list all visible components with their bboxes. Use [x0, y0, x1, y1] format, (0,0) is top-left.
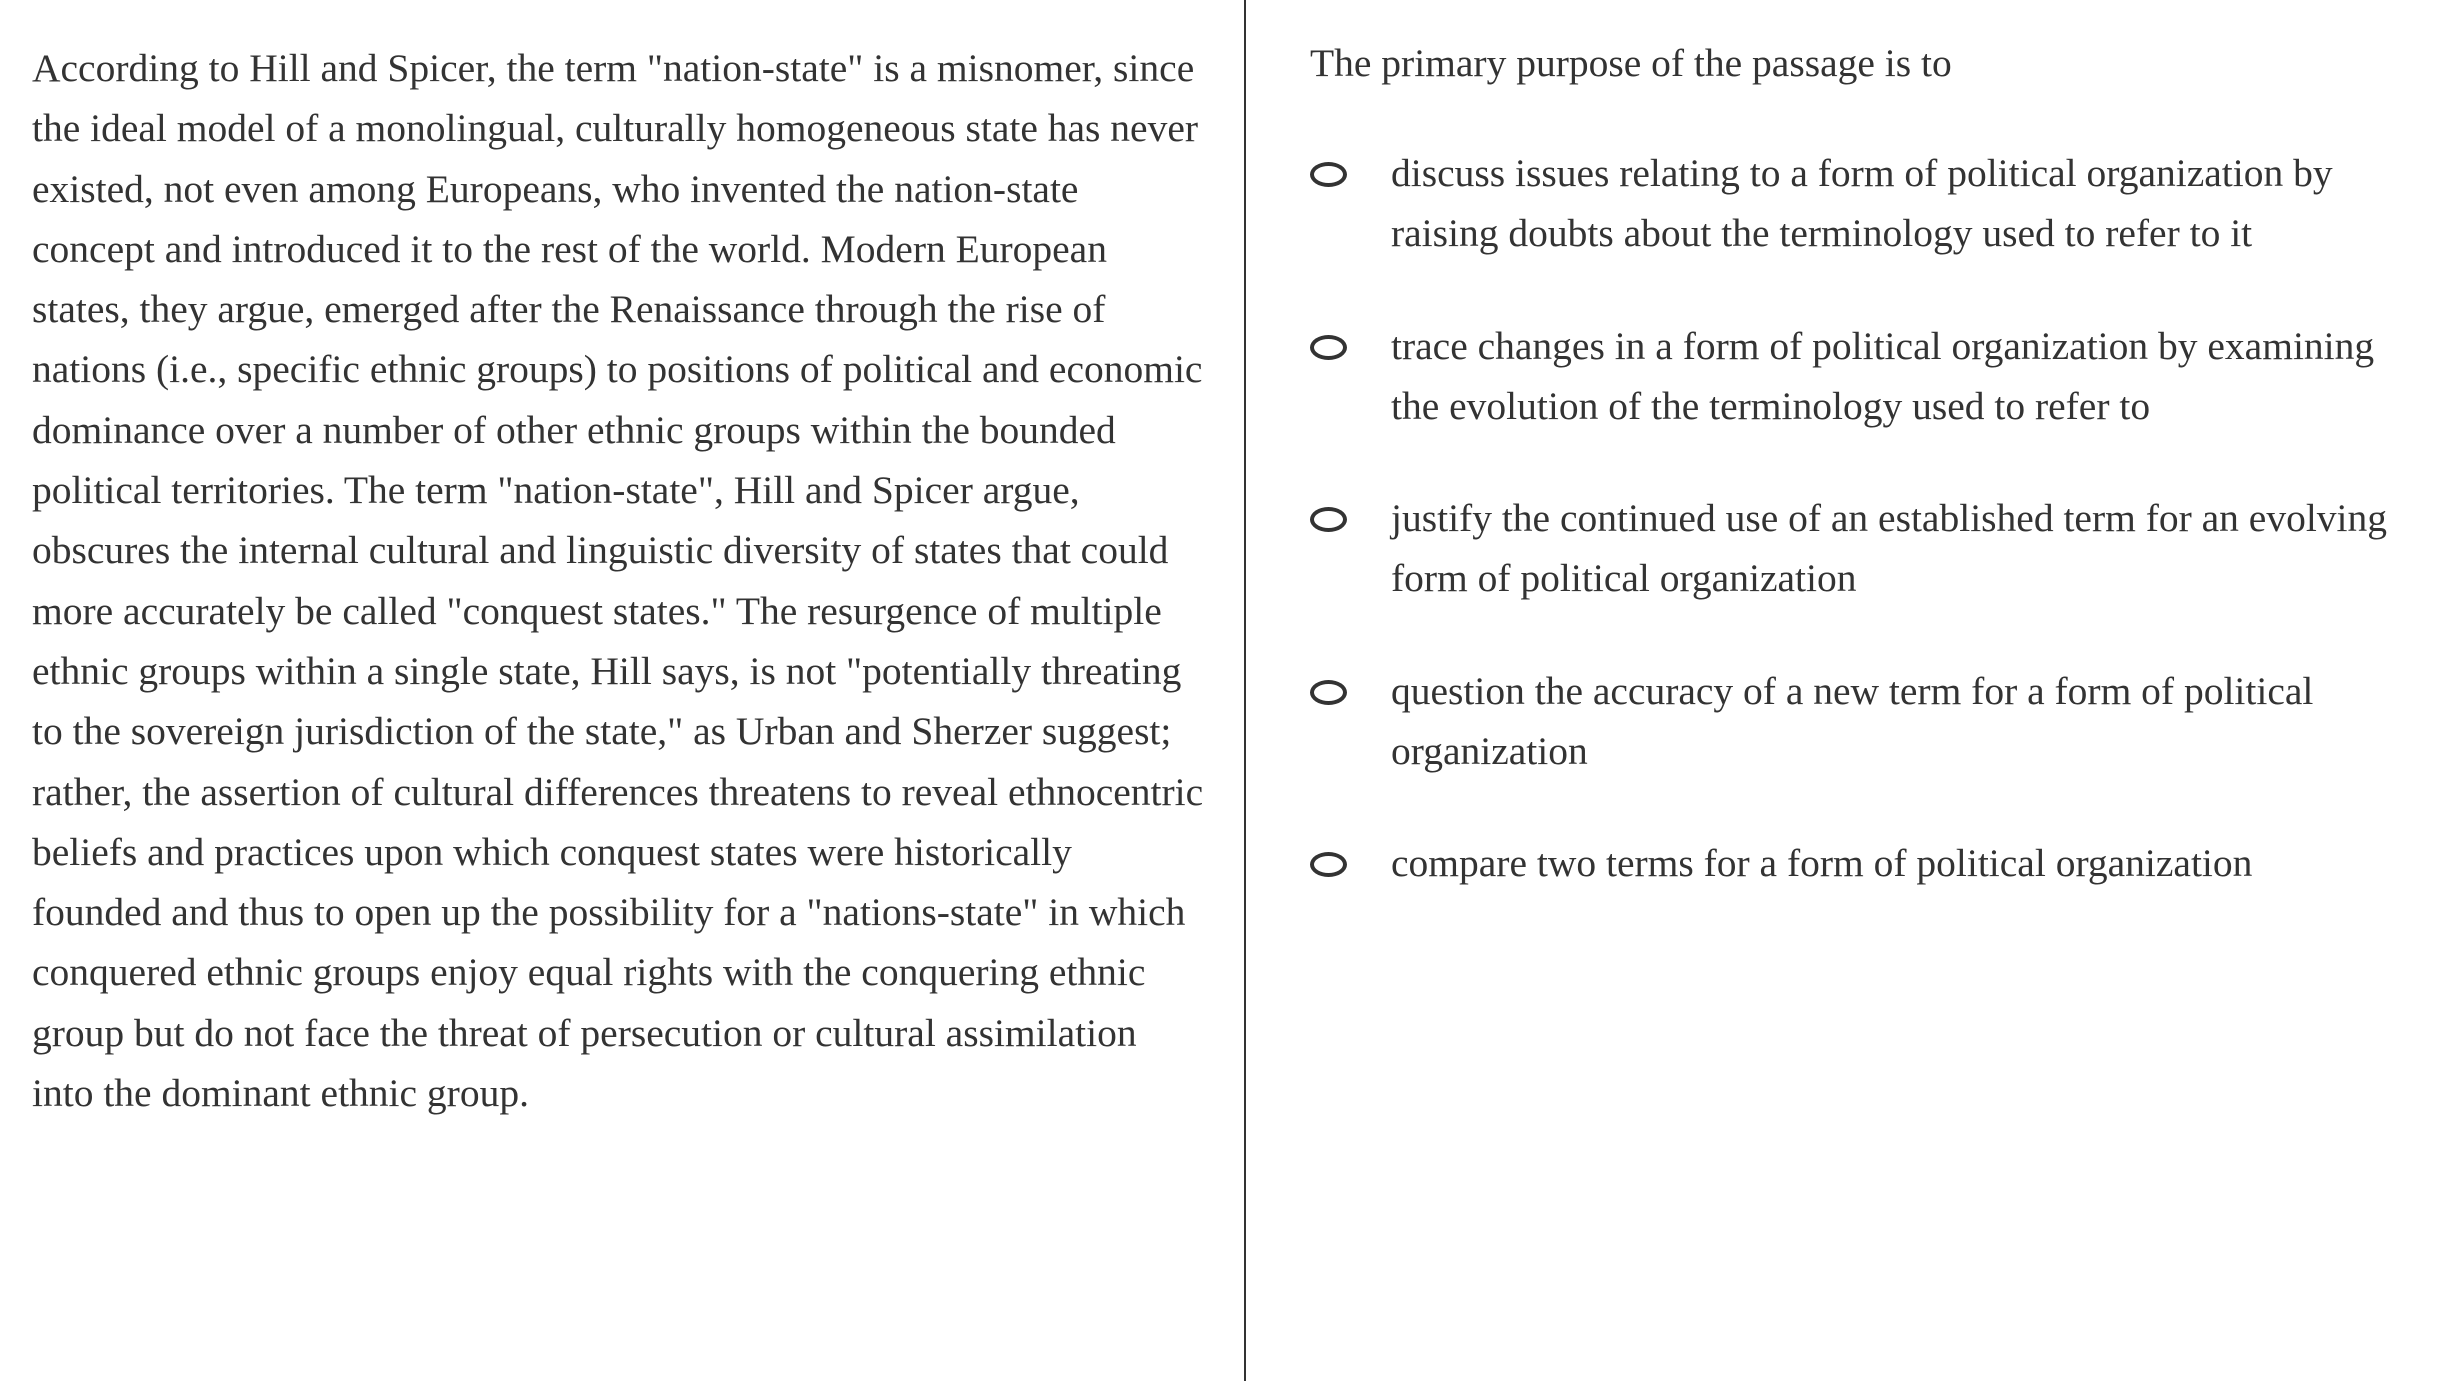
- answer-choice-d[interactable]: [1310, 661, 2420, 782]
- answer-choice-label[interactable]: justify the continued use of an established term for an evolving form of political organization: [1391, 496, 2388, 601]
- radio-button-icon[interactable]: [1310, 852, 1347, 877]
- answer-choices: [1310, 143, 2420, 946]
- answer-choice-label[interactable]: trace changes in a form of political organization by examining the evolution of the terminology used to refer to: [1391, 323, 2375, 428]
- answer-choice-a[interactable]: [1310, 143, 2420, 264]
- question-pane: [1248, 0, 2442, 1381]
- radio-button-icon[interactable]: [1310, 507, 1347, 532]
- radio-button-icon[interactable]: [1310, 680, 1347, 705]
- radio-button-icon[interactable]: [1310, 335, 1347, 360]
- passage-text: According to Hill and Spicer, the term "nation-state" is a misnomer, since the ideal model of a monolingual, culturally homogeneous state has never existed, not even among Europeans, who invented the nation-state concept and introduced it to the rest of the world. Modern European states, they argue, emerged after the Renaissance through the rise of nations (i.e., specific ethnic groups) to positions of political and economic dominance over a number of other ethnic groups within the bounded political territories. The term "nation-state", Hill and Spicer argue, obscures the internal cultural and linguistic diversity of states that could more accurately be called "conquest states." The resurgence of multiple ethnic groups within a single state, Hill says, is not "potentially threating to the sovereign jurisdiction of the state," as Urban and Sherzer suggest; rather, the assertion of cultural differences threatens to reveal ethnocentric beliefs and practices upon which conquest states were historically founded and thus to open up the possibility for a "nations-state" in which conquered ethnic groups enjoy equal rights with the conquering ethnic group but do not face the threat of persecution or cultural assimilation into the dominant ethnic group.: [32, 46, 1204, 1116]
- question-prompt: The primary purpose of the passage is to: [1310, 41, 1952, 85]
- answer-choice-c[interactable]: [1310, 488, 2420, 609]
- answer-choice-label[interactable]: question the accuracy of a new term for a form of political organization: [1391, 668, 2314, 774]
- answer-choice-b[interactable]: [1310, 316, 2420, 437]
- answer-choice-e[interactable]: [1310, 833, 2420, 893]
- answer-choice-label[interactable]: compare two terms for a form of political organization: [1391, 841, 2253, 886]
- radio-button-icon[interactable]: [1310, 162, 1347, 187]
- answer-choice-label[interactable]: discuss issues relating to a form of political organization by raising doubts about the terminology used to refer to it: [1391, 151, 2333, 256]
